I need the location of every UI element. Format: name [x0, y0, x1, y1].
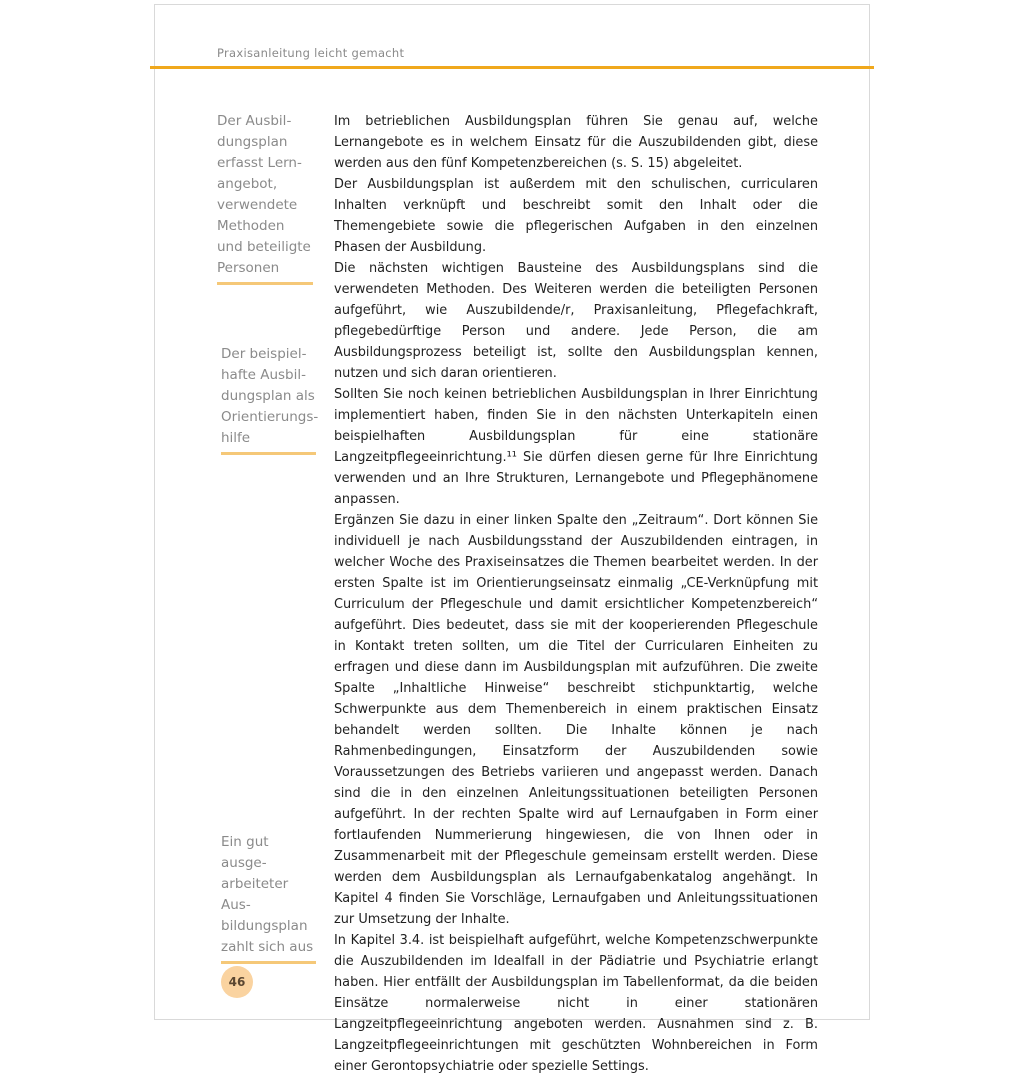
paragraph-curriculare-inhalte: Der Ausbildungsplan ist außerdem mit den schulischen, curricularen Inhalten verknüpft und beschreibt somit den Inhalt oder die Themengebiete sowie die pflegerischen Aufgaben in den einzelnen Phasen der Ausbildung. — [334, 177, 818, 255]
paragraph-kapitel-3-4: In Kapitel 3.4. ist beispielhaft aufgeführt, welche Kompetenzschwerpunkte die Auszubildenden im Idealfall in der Pädiatrie und Psychiatrie erlangt haben. Hier entfällt der Ausbildungsplan im Tabellenformat, da die beiden Einsätze normalerweise nicht in einer stationären Langzeitpflegeeinrichtung angeboten werden. Ausnahmen sind z. B. Langzeitpflegeeinrichtungen mit geschützten Wohnbereichen in Form einer Gerontopsychiatrie oder spezielle Settings. — [334, 933, 818, 1074]
margin-note-ausbildungsplan: Der Ausbildungsplan erfasst Lernangebot, verwendete Methoden und beteiligte Personen — [217, 111, 313, 285]
margin-note-ausgearbeitet: Ein gut ausgearbeiteter Ausbildungsplan zahlt sich aus — [221, 832, 316, 964]
paragraph-zeitraum-spalten: Ergänzen Sie dazu in einer linken Spalte den „Zeitraum“. Dort können Sie individuell je nach Ausbildungsstand der Auszubildenden eintragen, in welcher Woche des Praxiseinsatzes die Themen bearbeitet werden. In der ersten Spalte ist im Orientierungseinsatz einmalig „CE-Verknüpfung mit Curriculum der Pflegeschule und damit ersichtlicher Kompetenzbereich“ aufgeführt. Dies bedeutet, dass sie mit der kooperierenden Pflegeschule in Kontakt treten sollten, um die Titel der Curricularen Einheiten zu erfragen und diese dann im Ausbildungsplan mit aufzuführen. Die zweite Spalte „Inhaltliche Hinweise“ beschreibt stichpunktartig, welche Schwerpunkte aus dem Themenbereich in einem praktischen Einsatz behandelt werden sollten. Die Inhalte können je nach Rahmenbedingungen, Einsatzform der Auszubildenden sowie Voraussetzungen des Betriebs variieren und angepasst werden. Danach sind die in den einzelnen Anleitungssituationen beteiligten Personen aufgeführt. In der rechten Spalte wird auf Lernaufgaben in Form einer fortlaufenden Nummerierung hingewiesen, die von Ihnen oder in Zusammenarbeit mit der Pflegeschule gemeinsam erstellt werden. Diese werden dem Ausbildungsplan als Lernaufgabenkatalog angehängt. In Kapitel 4 finden Sie Vorschläge, Lernaufgaben und Anleitungssituationen zur Umsetzung der Inhalte. — [334, 513, 818, 927]
margin-note-orientierungshilfe: Der beispielhafte Ausbildungsplan als Orientierungshilfe — [221, 344, 316, 455]
paragraph-beispielhafter-plan: Sollten Sie noch keinen betrieblichen Ausbildungsplan in Ihrer Einrichtung implementiert haben, finden Sie in den nächsten Unterkapiteln einen beispielhaften Ausbildungsplan für eine stationäre Langzeitpflegeeinrichtung.¹¹ Sie dürfen diesen gerne für Ihre Einrichtung verwenden und an Ihre Strukturen, Lernangebote und Pflegephänomene anpassen. — [334, 387, 818, 507]
running-header-title: Praxisanleitung leicht gemacht — [217, 46, 405, 60]
paragraph-bausteine: Die nächsten wichtigen Bausteine des Ausbildungsplans sind die verwendeten Methoden. Des Weiteren werden die beteiligten Personen aufgeführt, wie Auszubildende/r, Praxisanleitung, Pflegefachkraft, pflegebedürftige Person und andere. Jede Person, die am Ausbildungsprozess beteiligt ist, sollte den Ausbildungsplan kennen, nutzen und sich daran orientieren. — [334, 261, 818, 381]
page-number-badge: 46 — [221, 966, 253, 998]
paragraph-lernangebote: Im betrieblichen Ausbildungsplan führen Sie genau auf, welche Lernangebote es in welchem Einsatz für die Auszubildenden gibt, diese werden aus den fünf Kompetenzbereichen (s. S. 15) abgeleitet. — [334, 114, 818, 171]
body-text — [334, 111, 818, 1077]
header-rule — [150, 66, 874, 69]
